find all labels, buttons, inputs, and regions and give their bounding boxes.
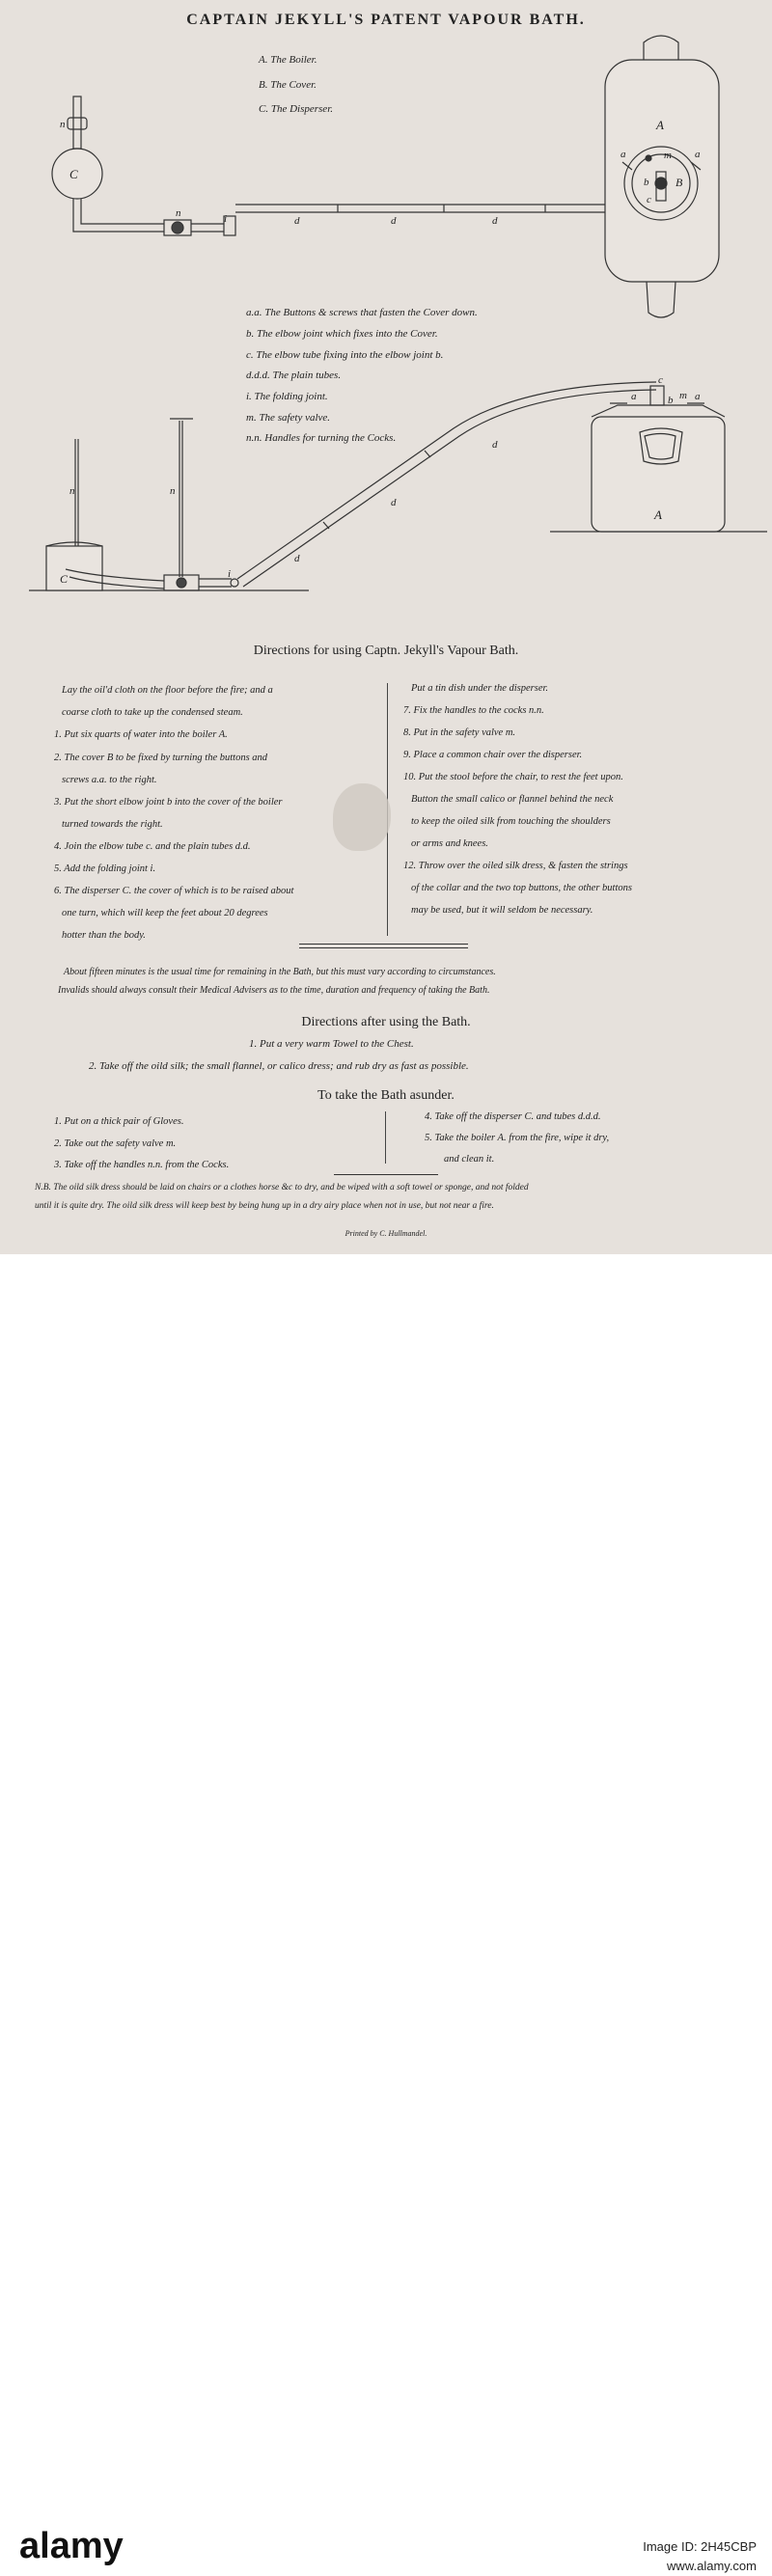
after-heading: Directions after using the Bath.	[301, 1015, 471, 1029]
label-a-bottom-left: a	[631, 391, 637, 402]
label-c-top: c	[647, 194, 651, 206]
stock-site: www.alamy.com	[667, 2559, 757, 2573]
dir-left-4: screws a.a. to the right.	[62, 775, 157, 785]
asunder-left-3: 3. Take off the handles n.n. from the Cocks.	[54, 1160, 230, 1170]
dir-left-9: 6. The disperser C. the cover of which is to be raised about	[54, 886, 294, 896]
rule-asunder	[334, 1174, 438, 1175]
dir-right-9: of the collar and the two top buttons, the other buttons	[411, 883, 632, 893]
dir-left-3: 2. The cover B to be fixed by turning the buttons and	[54, 753, 268, 763]
parts-legend-6: n.n. Handles for turning the Cocks.	[246, 432, 397, 444]
label-b-top: b	[644, 177, 649, 188]
nb-note-0: N.B. The oild silk dress should be laid on chairs or a clothes horse &c to dry, and be wiped with a soft towel or sponge, and not folded	[35, 1183, 529, 1192]
rule-lower	[299, 947, 468, 948]
label-d3-bottom: d	[492, 439, 498, 451]
label-B-top: B	[676, 176, 683, 189]
after-step-1: 1. Put a very warm Towel to the Chest.	[249, 1038, 414, 1050]
label-m-bottom: m	[679, 390, 687, 401]
parts-legend-2: c. The elbow tube fixing into the elbow joint b.	[246, 349, 444, 361]
label-b-bottom: b	[668, 395, 674, 406]
label-d2-top: d	[391, 215, 397, 227]
time-note-0: About fifteen minutes is the usual time for remaining in the Bath, but this must vary according to circumstances.	[64, 967, 496, 977]
asunder-divider	[385, 1111, 386, 1164]
label-d3-top: d	[492, 215, 498, 227]
dir-right-8: 12. Throw over the oiled silk dress, & fasten the strings	[403, 861, 628, 871]
label-c-bottom: c	[658, 374, 663, 386]
dir-left-0: Lay the oil'd cloth on the floor before the fire; and a	[62, 685, 273, 696]
dir-left-10: one turn, which will keep the feet about 20 degrees	[62, 908, 268, 918]
dir-left-1: coarse cloth to take up the condensed steam.	[62, 707, 243, 718]
label-a-bottom-right: a	[695, 391, 701, 402]
label-n-left: n	[69, 485, 75, 497]
label-d1-top: d	[294, 215, 300, 227]
dir-right-0: Put a tin dish under the disperser.	[411, 683, 549, 694]
label-n-cock: n	[176, 207, 181, 219]
stock-footer-bar	[0, 1254, 772, 2573]
label-a-right: a	[695, 149, 701, 160]
after-step-2: 2. Take off the oild silk; the small flannel, or calico dress; and rub dry as fast as possible.	[89, 1060, 469, 1072]
parts-legend-5: m. The safety valve.	[246, 412, 331, 424]
label-A-top: A	[656, 118, 664, 132]
dir-left-8: 5. Add the folding joint i.	[54, 863, 156, 874]
directions-heading: Directions for using Captn. Jekyll's Vapour Bath.	[253, 644, 519, 658]
label-C-bottom: C	[60, 572, 69, 586]
dir-left-7: 4. Join the elbow tube c. and the plain tubes d.d.	[54, 841, 251, 852]
elevation-diagram	[0, 367, 772, 598]
dir-right-6: to keep the oiled silk from touching the shoulders	[411, 816, 611, 827]
boiler-outline	[605, 60, 719, 282]
asunder-right-5b: and clean it.	[444, 1154, 495, 1165]
label-C-top: C	[69, 167, 78, 181]
label-a-left: a	[620, 149, 626, 160]
dir-right-1: 7. Fix the handles to the cocks n.n.	[403, 705, 544, 716]
dir-right-7: or arms and knees.	[411, 838, 488, 849]
dir-left-2: 1. Put six quarts of water into the boiler A.	[54, 729, 228, 740]
legend-boiler: A. The Boiler.	[259, 54, 317, 66]
alamy-logo: alamy	[19, 2526, 124, 2566]
dir-right-3: 9. Place a common chair over the disperser.	[403, 750, 583, 760]
label-i-bottom: i	[228, 568, 232, 580]
parts-legend-4: i. The folding joint.	[246, 391, 328, 402]
asunder-right-4: 4. Take off the disperser C. and tubes d.d.d.	[425, 1111, 601, 1122]
label-n-mid: n	[170, 485, 176, 497]
printer-credit: Printed by C. Hullmandel.	[345, 1229, 427, 1238]
asunder-right-5: 5. Take the boiler A. from the fire, wipe it dry,	[425, 1133, 610, 1143]
asunder-left-2: 2. Take out the safety valve m.	[54, 1138, 177, 1149]
dir-right-4: 10. Put the stool before the chair, to rest the feet upon.	[403, 772, 623, 782]
dir-right-10: may be used, but it will seldom be necessary.	[411, 905, 593, 916]
stock-meta	[643, 2537, 757, 2576]
legend-disperser: C. The Disperser.	[259, 103, 334, 115]
water-stain	[333, 783, 391, 851]
dir-left-5: 3. Put the short elbow joint b into the cover of the boiler	[54, 797, 283, 808]
nb-note-1: until it is quite dry. The oild silk dress will keep best by being hung up in a dry airy place when not in use, but not near a fire.	[35, 1201, 494, 1211]
dir-left-11: hotter than the body.	[62, 930, 146, 941]
image-id: Image ID: 2H45CBP	[643, 2539, 757, 2554]
label-n-top: n	[60, 119, 66, 130]
label-d2-bottom: d	[391, 497, 397, 508]
dir-right-2: 8. Put in the safety valve m.	[403, 727, 516, 738]
plate-title: CAPTAIN JEKYLL'S PATENT VAPOUR BATH.	[186, 12, 586, 28]
parts-legend-3: d.d.d. The plain tubes.	[246, 370, 342, 381]
parts-legend-0: a.a. The Buttons & screws that fasten the Cover down.	[246, 307, 478, 318]
dir-left-6: turned towards the right.	[62, 819, 163, 830]
legend-cover: B. The Cover.	[259, 79, 317, 91]
asunder-heading: To take the Bath asunder.	[317, 1088, 455, 1103]
label-d1-bottom: d	[294, 553, 300, 564]
plan-view-diagram	[0, 0, 772, 328]
dir-right-5: Button the small calico or flannel behind the neck	[411, 794, 614, 805]
asunder-left-1: 1. Put on a thick pair of Gloves.	[54, 1116, 184, 1127]
engraved-plate	[0, 0, 772, 1254]
label-i-top: i	[224, 213, 228, 225]
label-m-top: m	[664, 150, 672, 161]
parts-legend-1: b. The elbow joint which fixes into the Cover.	[246, 328, 438, 340]
rule-upper	[299, 944, 468, 945]
time-note-1: Invalids should always consult their Medical Advisers as to the time, duration and frequency of taking the Bath.	[58, 985, 490, 996]
label-A-bottom: A	[654, 507, 662, 522]
